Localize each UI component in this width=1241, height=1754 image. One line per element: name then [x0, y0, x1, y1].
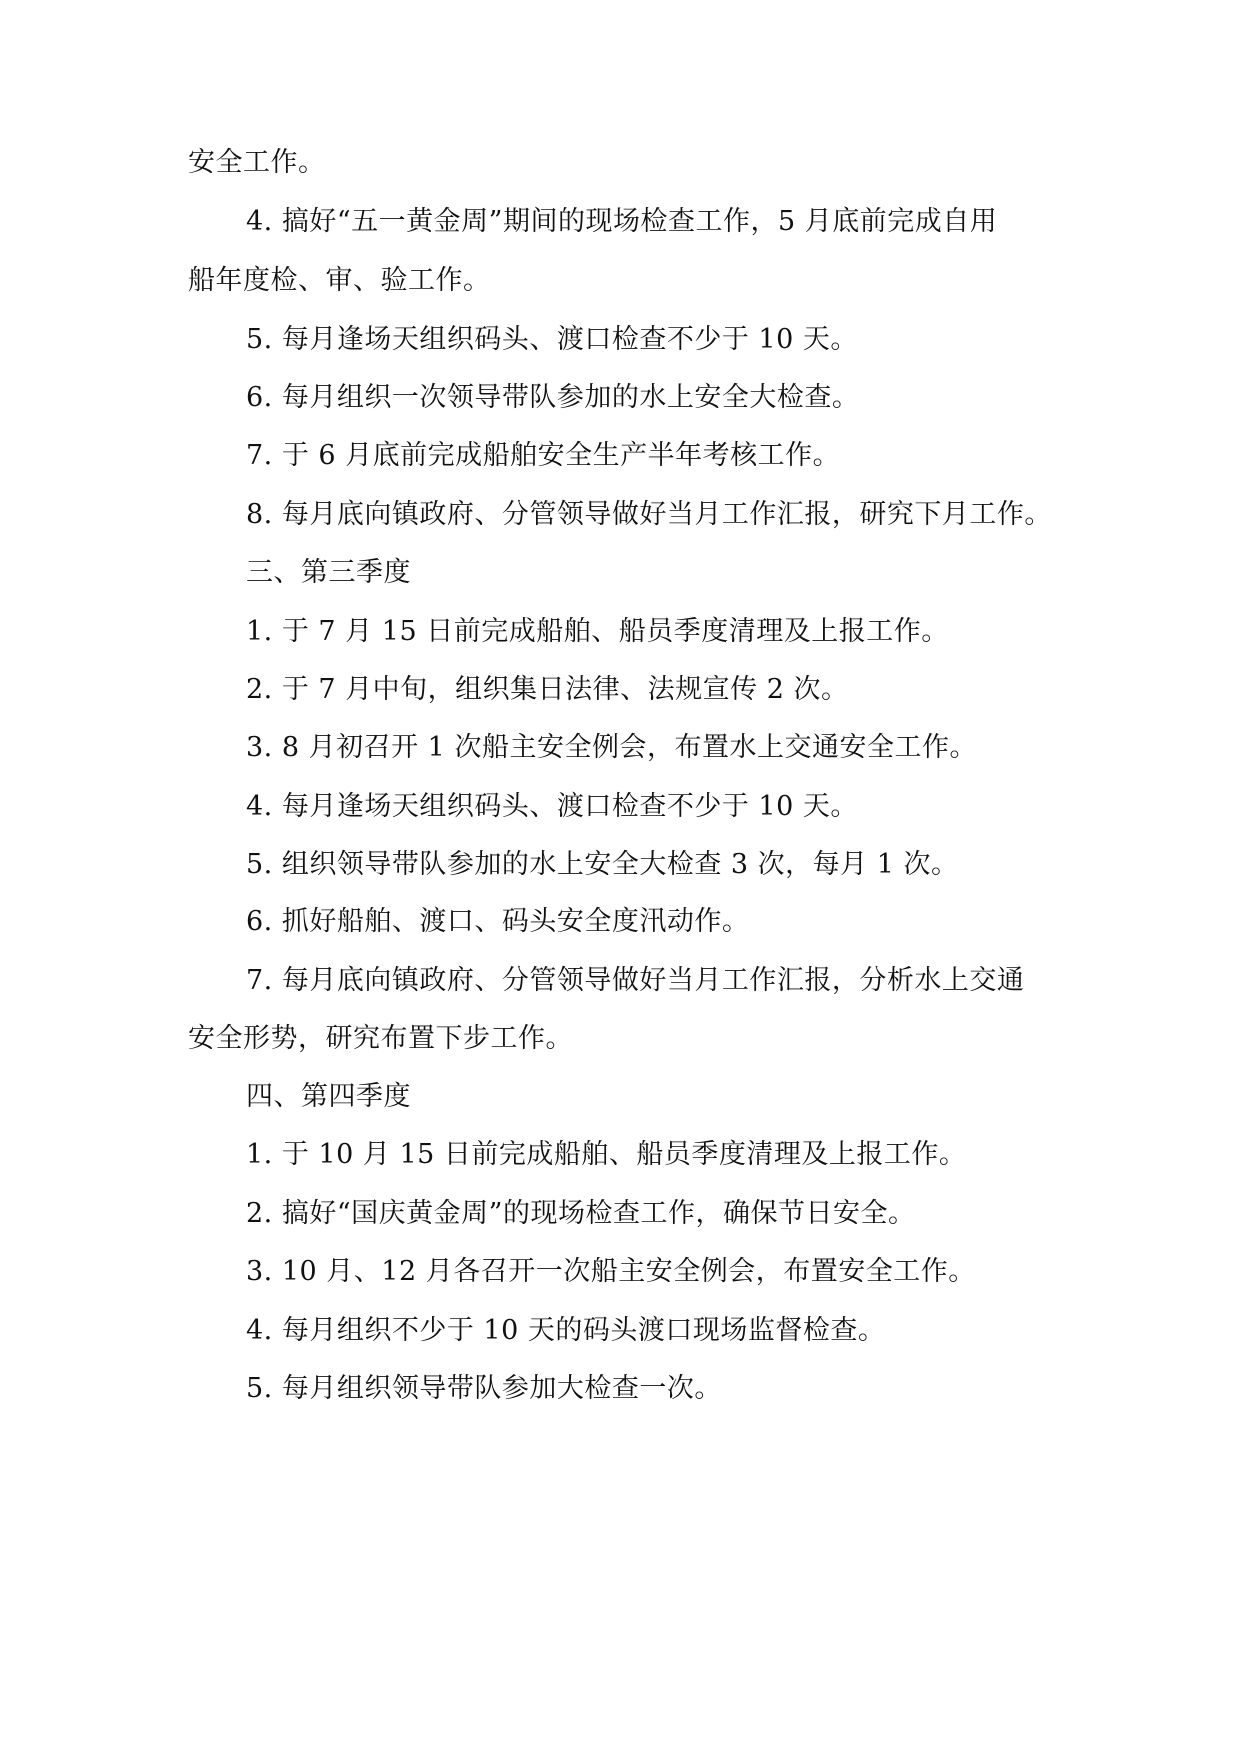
paragraph-line: 1. 于 7 月 15 日前完成船舶、船员季度清理及上报工作。: [246, 616, 949, 647]
paragraph-line: 2. 于 7 月中旬，组织集日法律、法规宣传 2 次。: [246, 674, 849, 705]
paragraph-line: 5. 每月逢场天组织码头、渡口检查不少于 10 天。: [246, 324, 858, 355]
paragraph-line: 4. 每月逢场天组织码头、渡口检查不少于 10 天。: [246, 791, 858, 822]
paragraph-line: 3. 10 月、12 月各召开一次船主安全例会，布置安全工作。: [246, 1256, 976, 1287]
paragraph-line: 船年度检、审、验工作。: [188, 265, 491, 296]
section-heading: 四、第四季度: [246, 1081, 411, 1112]
paragraph-line: 安全工作。: [188, 147, 326, 178]
paragraph-line: 5. 每月组织领导带队参加大检查一次。: [246, 1373, 722, 1404]
paragraph-line: 6. 抓好船舶、渡口、码头安全度汛动作。: [246, 906, 750, 937]
paragraph-line: 5. 组织领导带队参加的水上安全大检查 3 次，每月 1 次。: [246, 849, 959, 880]
paragraph-line: 8. 每月底向镇政府、分管领导做好当月工作汇报，研究下月工作。: [246, 499, 1052, 530]
paragraph-line: 7. 每月底向镇政府、分管领导做好当月工作汇报，分析水上交通: [246, 965, 1025, 996]
paragraph-line: 6. 每月组织一次领导带队参加的水上安全大检查。: [246, 382, 860, 413]
paragraph-line: 4. 搞好“五一黄金周”期间的现场检查工作，5 月底前完成自用: [246, 206, 998, 237]
paragraph-line: 4. 每月组织不少于 10 天的码头渡口现场监督检查。: [246, 1315, 886, 1346]
paragraph-line: 1. 于 10 月 15 日前完成船舶、船员季度清理及上报工作。: [246, 1139, 967, 1170]
paragraph-line: 2. 搞好“国庆黄金周”的现场检查工作，确保节日安全。: [246, 1198, 916, 1229]
section-heading: 三、第三季度: [246, 557, 411, 588]
paragraph-line: 7. 于 6 月底前完成船舶安全生产半年考核工作。: [246, 440, 841, 471]
paragraph-line: 安全形势，研究布置下步工作。: [188, 1023, 573, 1054]
paragraph-line: 3. 8 月初召开 1 次船主安全例会，布置水上交通安全工作。: [246, 732, 977, 763]
